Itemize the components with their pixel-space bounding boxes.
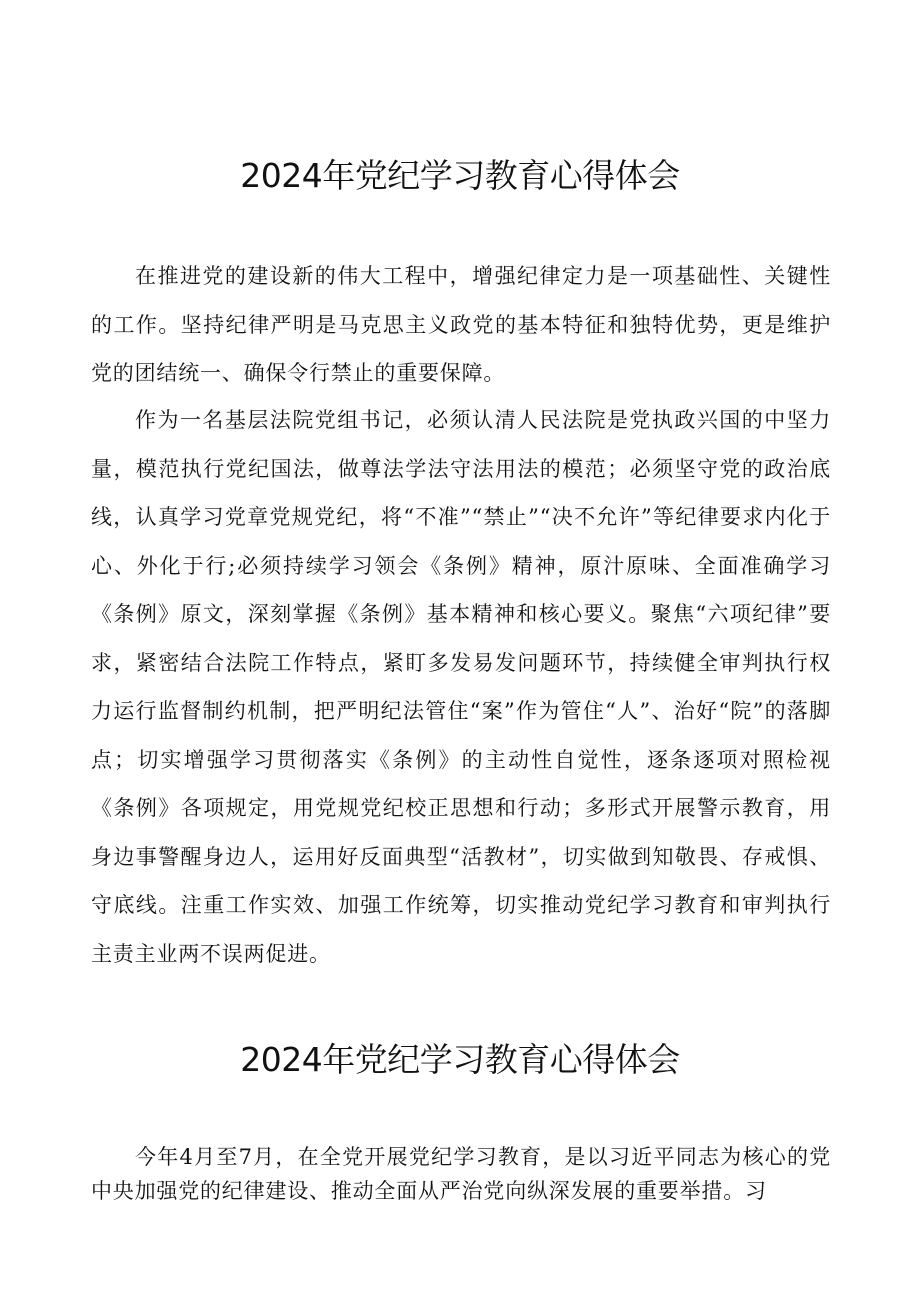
section-2-paragraph-1: 今年4月至7月，在全党开展党纪学习教育，是以习近平同志为核心的党中央加强党的纪律建设、推动全面从严治党向纵深发展的重要举措。习 — [91, 1145, 831, 1203]
section-1-title: 2024年党纪学习教育心得体会 — [240, 156, 680, 195]
section-2-title: 2024年党纪学习教育心得体会 — [240, 1040, 680, 1079]
section-1-paragraph-2: 作为一名基层法院党组书记，必须认清人民法院是党执政兴国的中坚力量，模范执行党纪国法，做尊法学法守法用法的模范；必须坚守党的政治底线，认真学习党章党规党纪，将“不准”“禁止”“决不允许”等纪律要求内化于心、外化于行;必须持续学习领会《条例》精神，原汁原味、全面准确学习《条例》原文，深刻掌握《条例》基本精神和核心要义。聚焦“六项纪律”要求，紧密结合法院工作特点，紧盯多发易发问题环节，持续健全审判执行权力运行监督制约机制，把严明纪法管住“案”作为管住“人”、治好“院”的落脚点；切实增强学习贯彻落实《条例》的主动性自觉性，逐条逐项对照检视《条例》各项规定，用党规党纪校正思想和行动；多形式开展警示教育，用身边事警醒身边人，运用好反面典型“活教材”，切实做到知敬畏、存戒惧、守底线。注重工作实效、加强工作统筹，切实推动党纪学习教育和审判执行主责主业两不误两促进。 — [91, 408, 831, 966]
section-1-paragraph-1: 在推进党的建设新的伟大工程中，增强纪律定力是一项基础性、关键性的工作。坚持纪律严明是马克思主义政党的基本特征和独特优势，更是维护党的团结统一、确保令行禁止的重要保障。 — [91, 264, 831, 385]
